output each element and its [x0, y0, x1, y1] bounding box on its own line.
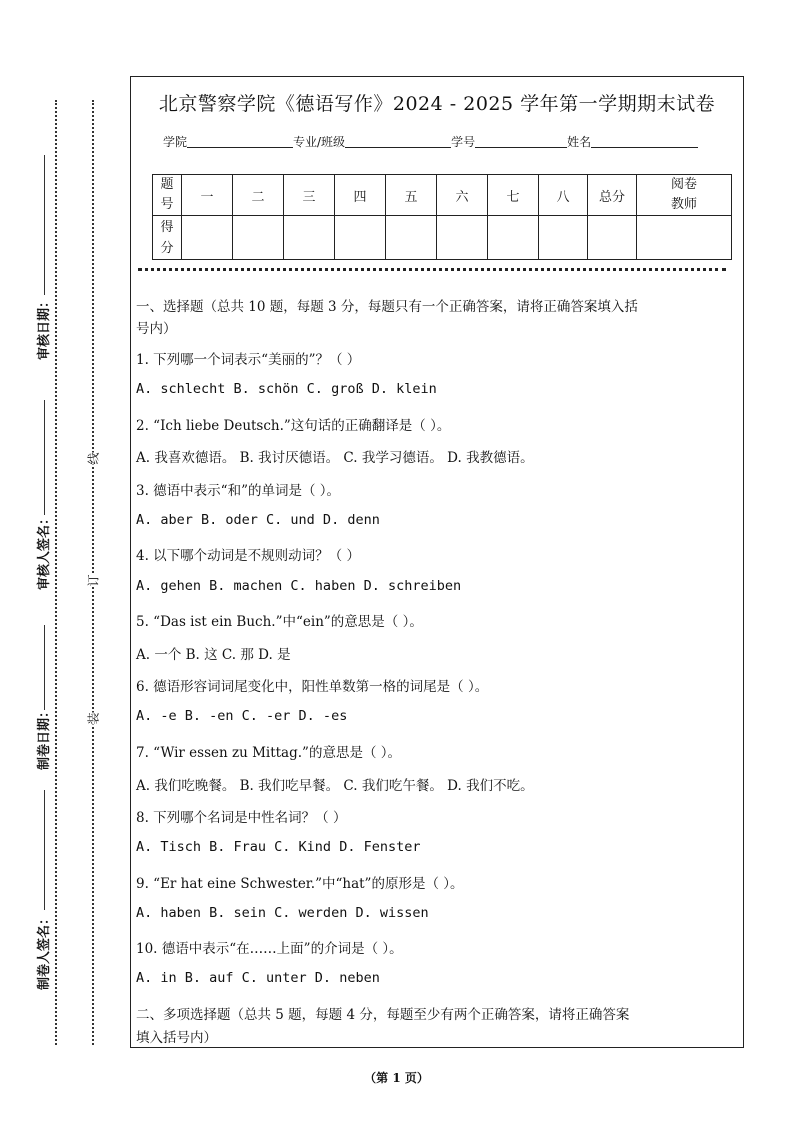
score-input-q1[interactable]	[182, 216, 233, 260]
score-cell-q4: 四	[335, 175, 386, 216]
field-blank-major[interactable]	[345, 135, 451, 148]
section1-heading: 一、选择题（总共 10 题，每题 3 分，每题只有一个正确答案，请将正确答案填入括	[136, 299, 638, 315]
options-3: A. aber B. oder C. und D. denn	[136, 512, 380, 528]
score-input-q3[interactable]	[284, 216, 335, 260]
binding-dotted-line-outer	[55, 100, 57, 1045]
options-7: A. 我们吃晚餐。 B. 我们吃早餐。 C. 我们吃午餐。 D. 我们不吃。	[136, 778, 534, 794]
binding-mark-bind: 装	[86, 712, 101, 725]
blank-make-date	[44, 625, 45, 710]
binding-mark-staple: 订	[86, 574, 101, 587]
section1-heading-cont: 号内）	[136, 321, 177, 337]
blank-reviewer-sign	[44, 400, 45, 515]
options-9: A. haben B. sein C. werden D. wissen	[136, 905, 429, 921]
separator-dotted	[138, 268, 726, 271]
label-maker-sign: 制卷人签名：	[37, 911, 52, 990]
field-blank-id[interactable]	[475, 135, 567, 148]
question-4: 4. 以下哪个动词是不规则动词？（ ）	[136, 548, 360, 564]
score-input-q8[interactable]	[539, 216, 588, 260]
score-cell-q2: 二	[233, 175, 284, 216]
binding-dotted-line-inner	[92, 100, 94, 1045]
label-review-date: 审核日期：	[37, 294, 52, 360]
question-7: 7. “Wir essen zu Mittag.”的意思是（ ）。	[136, 745, 401, 761]
blank-review-date	[44, 155, 45, 295]
question-6: 6. 德语形容词词尾变化中，阳性单数第一格的词尾是（ ）。	[136, 679, 489, 695]
label-reviewer-sign: 审核人签名：	[37, 511, 52, 590]
question-1: 1. 下列哪一个词表示“美丽的”？（ ）	[136, 352, 361, 368]
section2-heading-cont: 填入括号内）	[136, 1030, 217, 1046]
question-8: 8. 下列哪个名词是中性名词？（ ）	[136, 810, 347, 826]
score-table-header-row	[153, 175, 732, 216]
score-cell-q7: 七	[488, 175, 539, 216]
question-2: 2. “Ich liebe Deutsch.”这句话的正确翻译是（ ）。	[136, 418, 451, 434]
field-blank-name[interactable]	[591, 135, 698, 148]
label-make-date: 制卷日期：	[37, 704, 52, 770]
score-row-label: 得 分	[153, 216, 182, 260]
blank-maker-sign	[44, 790, 45, 910]
field-label-id: 学号	[451, 135, 476, 149]
question-5: 5. “Das ist ein Buch.”中“ein”的意思是（ ）。	[136, 614, 423, 630]
score-input-q2[interactable]	[233, 216, 284, 260]
field-label-name: 姓名	[567, 135, 592, 149]
options-10: A. in B. auf C. unter D. neben	[136, 970, 380, 986]
score-cell-total: 总分	[588, 175, 637, 216]
score-cell-q1: 一	[182, 175, 233, 216]
score-cell-q6: 六	[437, 175, 488, 216]
score-input-q5[interactable]	[386, 216, 437, 260]
question-10: 10. 德语中表示“在……上面”的介词是（ ）。	[136, 941, 403, 957]
score-cell-q5: 五	[386, 175, 437, 216]
options-4: A. gehen B. machen C. haben D. schreiben	[136, 578, 462, 594]
options-8: A. Tisch B. Frau C. Kind D. Fenster	[136, 839, 421, 855]
options-5: A. 一个 B. 这 C. 那 D. 是	[136, 647, 291, 663]
score-cell-q8: 八	[539, 175, 588, 216]
student-info-row	[163, 133, 698, 150]
field-label-college: 学院	[163, 135, 188, 149]
field-label-major: 专业/班级	[293, 135, 346, 149]
score-cell-grader: 阅卷 教师	[637, 175, 732, 216]
binding-mark-line: 线	[86, 452, 101, 465]
score-input-q7[interactable]	[488, 216, 539, 260]
section2-heading: 二、多项选择题（总共 5 题，每题 4 分，每题至少有两个正确答案，请将正确答案	[136, 1007, 630, 1023]
options-2: A. 我喜欢德语。 B. 我讨厌德语。 C. 我学习德语。 D. 我教德语。	[136, 450, 534, 466]
question-9: 9. “Er hat eine Schwester.”中“hat”的原形是（ ）。	[136, 876, 464, 892]
score-cell-q3: 三	[284, 175, 335, 216]
score-input-total[interactable]	[588, 216, 637, 260]
score-input-q6[interactable]	[437, 216, 488, 260]
options-6: A. -e B. -en C. -er D. -es	[136, 708, 348, 724]
score-cell-label: 题 号	[153, 175, 182, 216]
field-blank-college[interactable]	[187, 135, 293, 148]
options-1: A. schlecht B. schön C. groß D. klein	[136, 381, 437, 397]
score-input-grader[interactable]	[637, 216, 732, 260]
score-table-score-row	[153, 216, 732, 260]
exam-title: 北京警察学院《德语写作》2024 - 2025 学年第一学期期末试卷	[158, 93, 716, 115]
exam-frame	[130, 76, 744, 1048]
binding-margin	[0, 0, 120, 1122]
score-table	[152, 174, 732, 260]
page-number: （第 1 页）	[364, 1071, 429, 1085]
question-3: 3. 德语中表示“和”的单词是（ ）。	[136, 483, 341, 499]
score-input-q4[interactable]	[335, 216, 386, 260]
